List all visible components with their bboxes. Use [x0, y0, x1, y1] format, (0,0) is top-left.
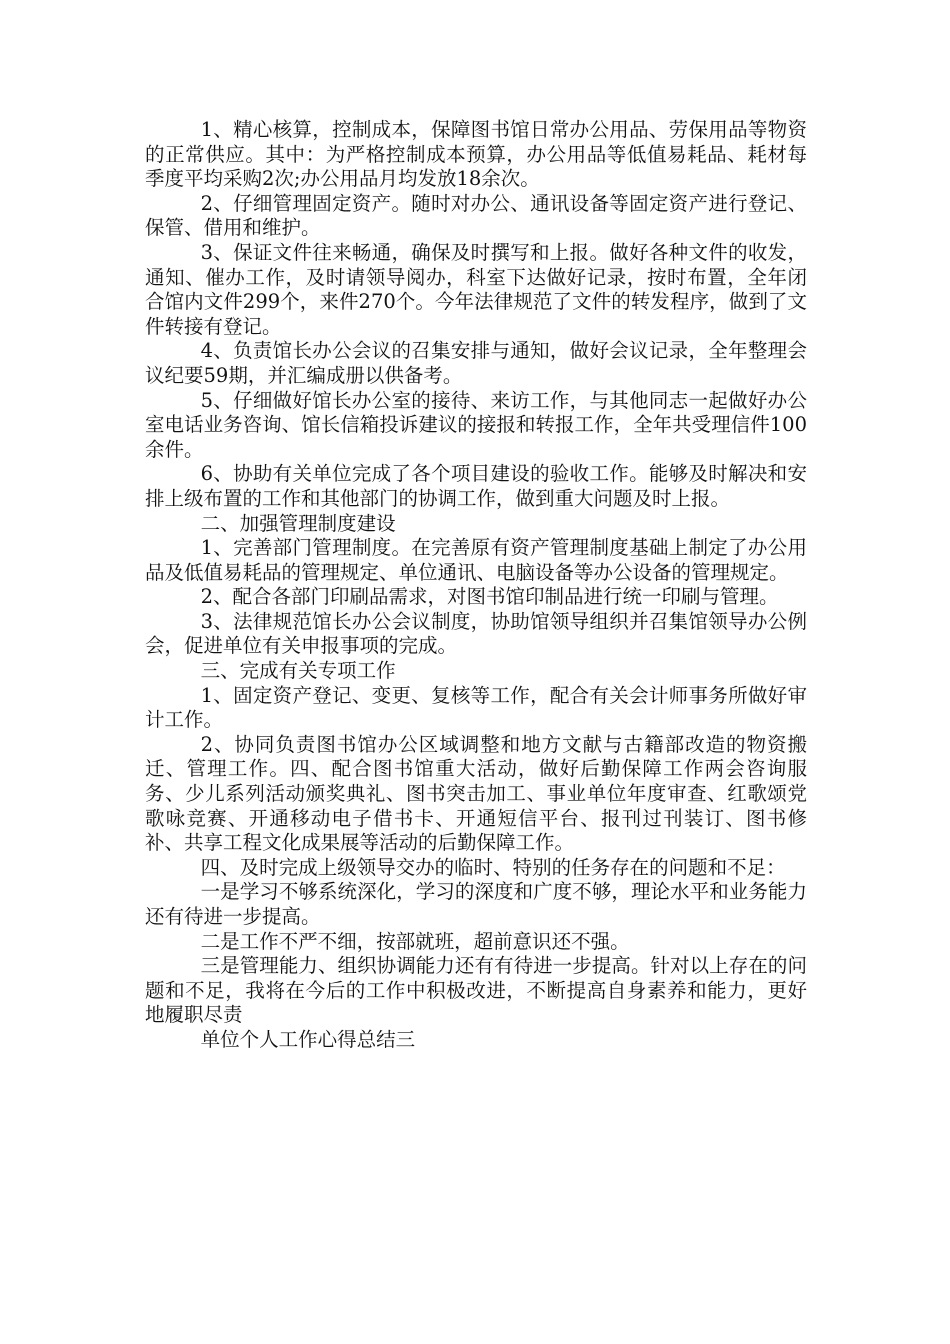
section-heading-2: 二、加强管理制度建设	[200, 511, 396, 535]
paragraph-17: 三是管理能力、组织协调能力还有有待进一步提高。针对以上存在的问题和不足，我将在今后的工作中积极改进，不断提高自身素养和能力，更好地履职尽责	[145, 954, 807, 1027]
paragraph-1: 1、精心核算，控制成本，保障图书馆日常办公用品、劳保用品等物资的正常供应。其中：为严格控制成本预算，办公用品等低值易耗品、耗材每季度平均采购2次;办公用品月均发放18余次。	[145, 118, 807, 191]
paragraph-4: 4、负责馆长办公会议的召集安排与通知，做好会议记录，全年整理会议纪要59期，并汇编成册以供备考。	[145, 339, 807, 387]
paragraph-6: 6、协助有关单位完成了各个项目建设的验收工作。能够及时解决和安排上级布置的工作和其他部门的协调工作，做到重大问题及时上报。	[145, 462, 807, 510]
closing-title: 单位个人工作心得总结三	[200, 1027, 416, 1051]
document-body	[145, 118, 807, 1053]
paragraph-8: 1、完善部门管理制度。在完善原有资产管理制度基础上制定了办公用品及低值易耗品的管理规定、单位通讯、电脑设备等办公设备的管理规定。	[145, 536, 807, 584]
section-heading-4: 四、及时完成上级领导交办的临时、特别的任务存在的问题和不足：	[200, 855, 786, 879]
paragraph-12: 1、固定资产登记、变更、复核等工作，配合有关会计师事务所做好审计工作。	[145, 683, 807, 732]
paragraph-2: 2、仔细管理固定资产。随时对办公、通讯设备等固定资产进行登记、保管、借用和维护。	[145, 191, 807, 240]
paragraph-10: 3、法律规范馆长办公会议制度，协助馆领导组织并召集馆领导办公例会，促进单位有关申报事项的完成。	[145, 609, 807, 658]
paragraph-15: 一是学习不够系统深化，学习的深度和广度不够，理论水平和业务能力还有待进一步提高。	[145, 880, 807, 928]
paragraph-13: 2、协同负责图书馆办公区域调整和地方文献与古籍部改造的物资搬迁、管理工作。四、配合图书馆重大活动，做好后勤保障工作两会咨询服务、少儿系列活动颁奖典礼、图书突击加工、事业单位年度审查、红歌颂党歌咏竞赛、开通移动电子借书卡、开通短信平台、报刊过刊装订、图书修补、共享工程文化成果展等活动的后勤保障工作。	[145, 732, 807, 855]
paragraph-9: 2、配合各部门印刷品需求，对图书馆印制品进行统一印刷与管理。	[200, 585, 779, 609]
paragraph-5: 5、仔细做好馆长办公室的接待、来访工作，与其他同志一起做好办公室电话业务咨询、馆长信箱投诉建议的接报和转报工作，全年共受理信件100余件。	[145, 388, 807, 461]
paragraph-3: 3、保证文件往来畅通，确保及时撰写和上报。做好各种文件的收发，通知、催办工作，及时请领导阅办，科室下达做好记录，按时布置，全年闭合馆内文件299个，来件270个。今年法律规范了文件的转发程序，做到了文件转接有登记。	[145, 240, 807, 338]
paragraph-16: 二是工作不严不细，按部就班，超前意识还不强。	[200, 929, 630, 953]
section-heading-3: 三、完成有关专项工作	[200, 659, 396, 683]
